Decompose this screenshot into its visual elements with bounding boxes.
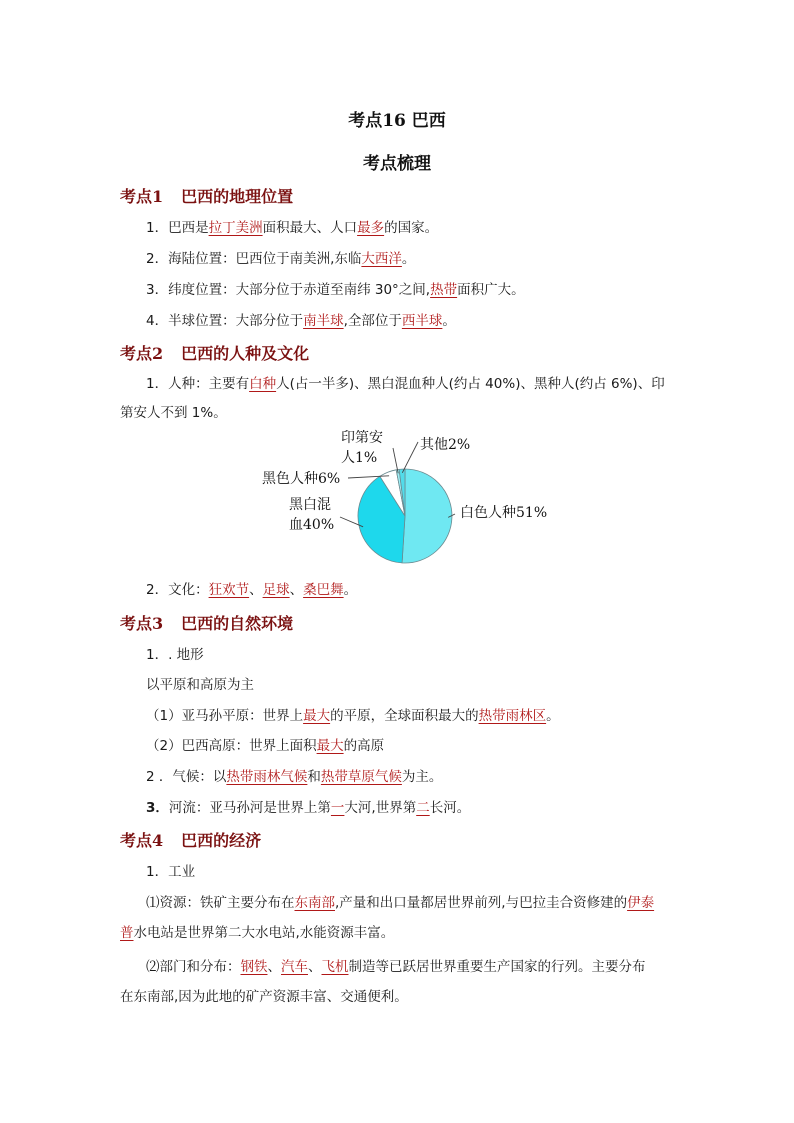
leader-other — [402, 442, 418, 473]
label-white-race: 白色人种51% — [460, 505, 548, 521]
section-number: 考点3 — [120, 614, 164, 633]
answer-blank: 最大 — [303, 708, 331, 724]
doc-title: 考点16 巴西 — [348, 111, 446, 131]
answer-blank: 大西洋 — [361, 251, 402, 267]
section-number: 考点4 — [120, 831, 164, 850]
paragraph-3-4: （2）巴西高原：世界上面积最大的高原 — [146, 738, 385, 754]
paragraph-1-3: 3．纬度位置：大部分位于赤道至南纬 30°之间,热带面积广大。 — [146, 282, 525, 298]
answer-blank: 最大 — [316, 738, 344, 754]
paragraph-2-2: 2．文化：狂欢节、足球、桑巴舞。 — [146, 582, 358, 598]
answer-blank: 白种 — [249, 376, 277, 392]
label-black-race: 黑色人种6% — [262, 471, 341, 487]
section-title: 巴西的人种及文化 — [181, 344, 310, 363]
answer-blank: 东南部 — [294, 895, 335, 911]
paragraph-3-2: 以平原和高原为主 — [146, 677, 254, 693]
answer-blank: 热带雨林气候 — [226, 769, 308, 785]
answer-blank: 热带草原气候 — [320, 769, 402, 785]
answer-blank: 钢铁 — [240, 959, 268, 975]
pie-slice-0 — [402, 469, 452, 563]
paragraph-4-3: ⑵部门和分布：钢铁、汽车、飞机制造等已跃居世界重要生产国家的行列。主要分布 — [146, 959, 646, 975]
paragraph-4-1: 1．工业 — [146, 864, 196, 880]
paragraph-3-1: 1．. 地形 — [146, 647, 204, 663]
doc-subtitle: 考点梳理 — [363, 154, 431, 174]
answer-blank: 拉丁美洲 — [208, 220, 263, 236]
paragraph-3-5: 2 ．气候：以热带雨林气候和热带草原气候为主。 — [146, 769, 443, 785]
paragraph-1-2: 2．海陆位置：巴西位于南美洲,东临大西洋。 — [146, 251, 416, 267]
label-indian-race: 印第安 — [341, 430, 383, 446]
answer-blank: 西半球 — [401, 313, 443, 329]
section-number: 考点2 — [120, 344, 164, 363]
answer-blank: 最多 — [357, 220, 385, 236]
answer-blank: 狂欢节 — [208, 582, 250, 598]
answer-blank: 南半球 — [303, 313, 344, 329]
paragraph-2-1-cont: 第安人不到 1%。 — [120, 405, 227, 421]
label-mixed-race: 血40% — [289, 517, 335, 533]
answer-blank: 热带 — [430, 282, 458, 298]
paragraph-4-2: ⑴资源：铁矿主要分布在东南部,产量和出口量都居世界前列,与巴拉圭合资修建的伊泰 — [146, 895, 655, 911]
section-heading-3 — [120, 611, 293, 634]
label-mixed-race: 黑白混 — [289, 497, 331, 513]
answer-blank: 足球 — [262, 582, 290, 598]
section-heading-4 — [120, 828, 261, 851]
paragraph-3-3: （1）亚马孙平原：世界上最大的平原，全球面积最大的热带雨林区。 — [146, 708, 560, 724]
paragraph-1-4: 4．半球位置：大部分位于南半球,全部位于西半球。 — [146, 313, 456, 329]
answer-blank: 普 — [120, 925, 134, 941]
answer-blank: 飞机 — [321, 959, 349, 975]
answer-blank: 伊泰 — [627, 895, 655, 911]
answer-blank: 二 — [416, 800, 430, 816]
label-other: 其他2% — [420, 437, 471, 453]
paragraph-4-3-cont: 在东南部,因为此地的矿产资源丰富、交通便利。 — [120, 989, 408, 1005]
paragraph-2-1: 1．人种：主要有白种人(占一半多)、黑白混血种人(约占 40%)、黑种人(约占 6%)、印 — [146, 376, 665, 392]
answer-blank: 热带雨林区 — [478, 708, 547, 724]
section-title: 巴西的自然环境 — [181, 614, 294, 633]
leader-indian — [393, 448, 398, 473]
answer-blank: 桑巴舞 — [303, 582, 344, 598]
label-indian-race: 人1% — [341, 450, 378, 466]
paragraph-3-6: 3．河流：亚马孙河是世界上第一大河,世界第二长河。 — [146, 800, 471, 816]
paragraph-4-2-cont: 普水电站是世界第二大水电站,水能资源丰富。 — [120, 925, 395, 941]
section-number: 考点1 — [120, 187, 164, 206]
answer-blank: 汽车 — [281, 959, 308, 975]
section-title: 巴西的经济 — [181, 831, 262, 850]
section-title: 巴西的地理位置 — [181, 187, 294, 206]
answer-blank: 一 — [330, 800, 345, 816]
paragraph-1-1: 1．巴西是拉丁美洲面积最大、人口最多的国家。 — [146, 220, 439, 236]
